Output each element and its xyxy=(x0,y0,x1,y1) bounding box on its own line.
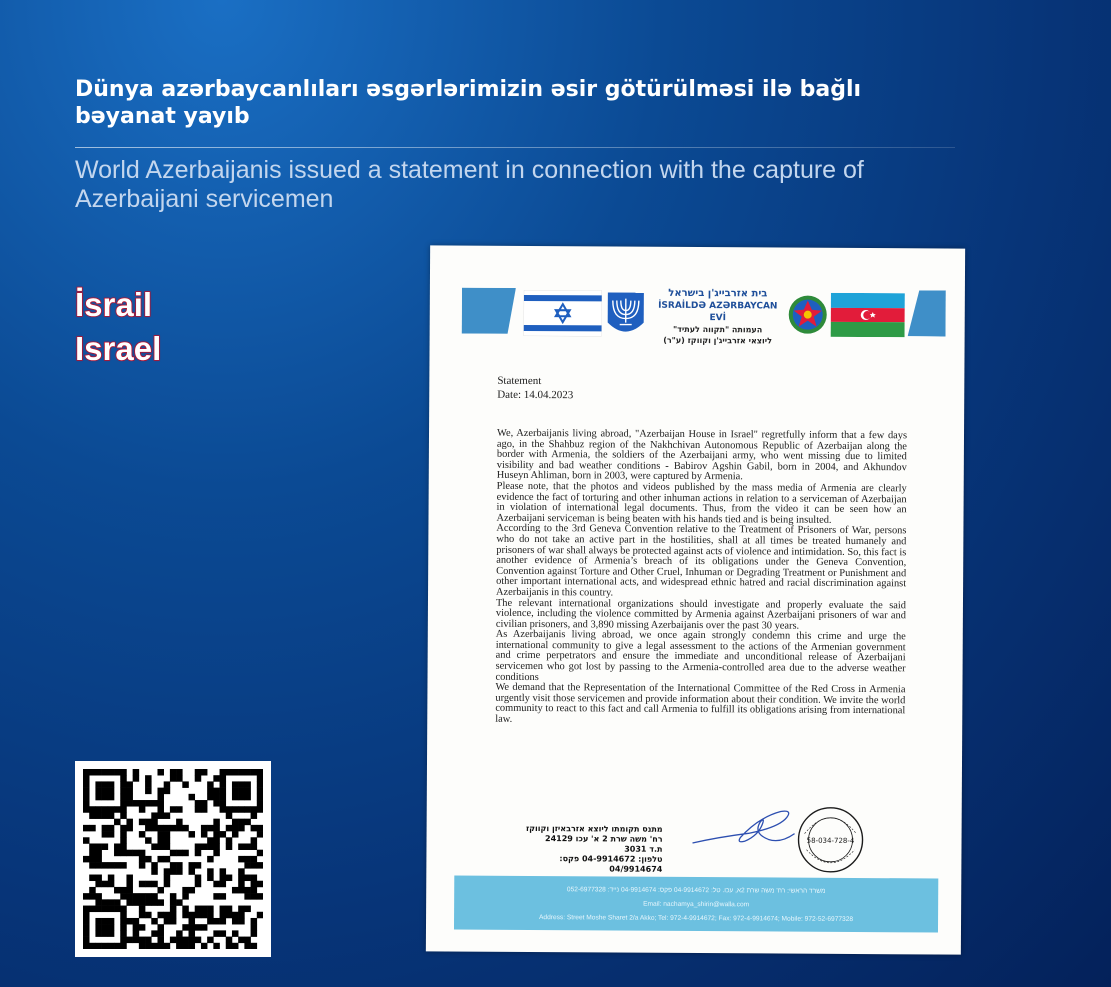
azerbaijan-emblem-icon xyxy=(788,294,828,336)
letterhead-hebrew-2: העמותה "תקווה לעתיד" xyxy=(672,324,763,335)
round-seal-icon xyxy=(784,804,876,875)
letterhead-hebrew-3: ליוצאי אזרבייג'ן וקווקז (ע"ר) xyxy=(663,335,772,346)
stamp-line: רח' משה שרת 2 א' עכו 24129 xyxy=(545,834,663,844)
letter-paragraph: As Azerbaijanis living abroad, we once again strongly condemn this crime and urge the international community to give a legal assessment to the actions of the Armenian government and crime perpetrators and ensure the immediate and unconditional release of Azerbaijani servicemen who got lost by passing to the Armenia-controlled area due to the adverse weather conditions xyxy=(495,629,906,683)
qr-code-icon xyxy=(83,769,263,949)
letter-footer xyxy=(454,876,938,933)
letterhead-band-left xyxy=(462,288,516,334)
headline-divider xyxy=(75,147,955,148)
letter-heading: Statement xyxy=(497,374,542,388)
stamp-line: ת.ד 3031 xyxy=(624,844,663,854)
footer-hebrew-address: משרד הראשי: רח' משה שרת 2א, עכו. טל: 04-9914672 פקס: 04-9914674 נייד: 052-6977328 xyxy=(566,886,826,895)
letterhead-hebrew-1: בית אזרבייג'ן בישראל xyxy=(668,287,768,300)
stamp-line: מתנס תקומתו ליוצא אזרבאיזן וקווקז xyxy=(525,823,663,834)
israel-flag-icon xyxy=(524,290,602,336)
headline-title-az: Dünya azərbaycanlıları əsgərlərimizin əsir götürülməsi ilə bağlı bəyanat yayıb xyxy=(75,77,862,129)
menorah-emblem-icon xyxy=(606,290,646,336)
headline-title-en: World Azerbaijanis issued a statement in connection with the capture of Azerbaijani servicemen xyxy=(75,156,864,213)
azerbaijan-flag-icon xyxy=(831,293,905,337)
stamp-line: טלפון: 04-9914672 פקס: 04/9914674 xyxy=(559,854,663,874)
letter-date: Date: 14.04.2023 xyxy=(497,388,574,402)
statement-letter xyxy=(426,245,965,954)
letterhead-org-name: İSRAİLDƏ AZƏRBAYCAN EVİ xyxy=(658,300,778,324)
letter-paragraph: We demand that the Representation of the International Committee of the Red Cross in Armenia urgently visit those servicemen and provide information about their condition. We invite the world community to react to this fact and call Armenia to fulfill its obligations arising from international law. xyxy=(495,682,906,725)
footer-email: Email: nachamya_shirin@walla.com xyxy=(643,900,750,909)
letter-heading-block xyxy=(497,374,907,405)
country-name-az: İsrail xyxy=(75,286,153,323)
country-name-en: Israel xyxy=(75,330,162,367)
letterhead-title xyxy=(652,287,784,347)
letter-paragraph: According to the 3rd Geneva Convention relative to the Treatment of Prisoners of War, persons who do not take an active part in the hostilities, shall at all times be treated humanely and prisoners of war shall always be protected against acts of violence and intimidation. So, this fact is another evidence of Armenia’s breach of its obligations under the Geneva Convention, Convention against Torture and Other Cruel, Inhuman or Degrading Treatment or Punishment and other important international acts, and widespread ethnic hatred and racial discrimination against Azerbaijanis in this country. xyxy=(496,523,907,599)
organization-stamp xyxy=(512,824,662,875)
letter-paragraph: Please note, that the photos and videos published by the mass media of Armenia are clearly evidence the fact of torturing and other inhuman actions in relation to a serviceman of Azerbaijan in violation of international legal documents. Thus, from the video it can be seen how an Azerbaijani serviceman is being beaten with his hands tied and is being insulted. xyxy=(496,480,907,526)
footer-address: Address: Street Moshe Sharet 2/a Akko; Tel: 972-4-9914672; Fax: 972-4-9914674; Mobile: 972-52-6977328 xyxy=(539,914,854,923)
letterhead-band-right xyxy=(908,290,946,336)
letter-body xyxy=(495,429,907,728)
seal-number: 58-034-728-4 xyxy=(806,836,855,845)
letter-paragraph: We, Azerbaijanis living abroad, "Azerbaijan House in Israel" regretfully inform that a few days ago, in the Shahbuz region of the Nakhchivan Autonomous Republic of Azerbaijan along the border with Armenia, the soldiers of the Azerbaijani army, who went missing due to limited visibility and bad weather conditions - Babirov Agshin Gabil, born in 2004, and Akhundov Huseyn Ahliman, born in 2003, were captured by Armenia. xyxy=(496,427,908,483)
signature-icon xyxy=(688,803,798,854)
letter-paragraph: The relevant international organizations should investigate and properly evaluate the said violence, including the violence committed by Armenia against Azerbaijani prisoners of war and civilian prisoners, and 3,890 missing Azerbaijanis over the past 30 years. xyxy=(495,597,907,632)
qr-code[interactable] xyxy=(75,761,271,957)
